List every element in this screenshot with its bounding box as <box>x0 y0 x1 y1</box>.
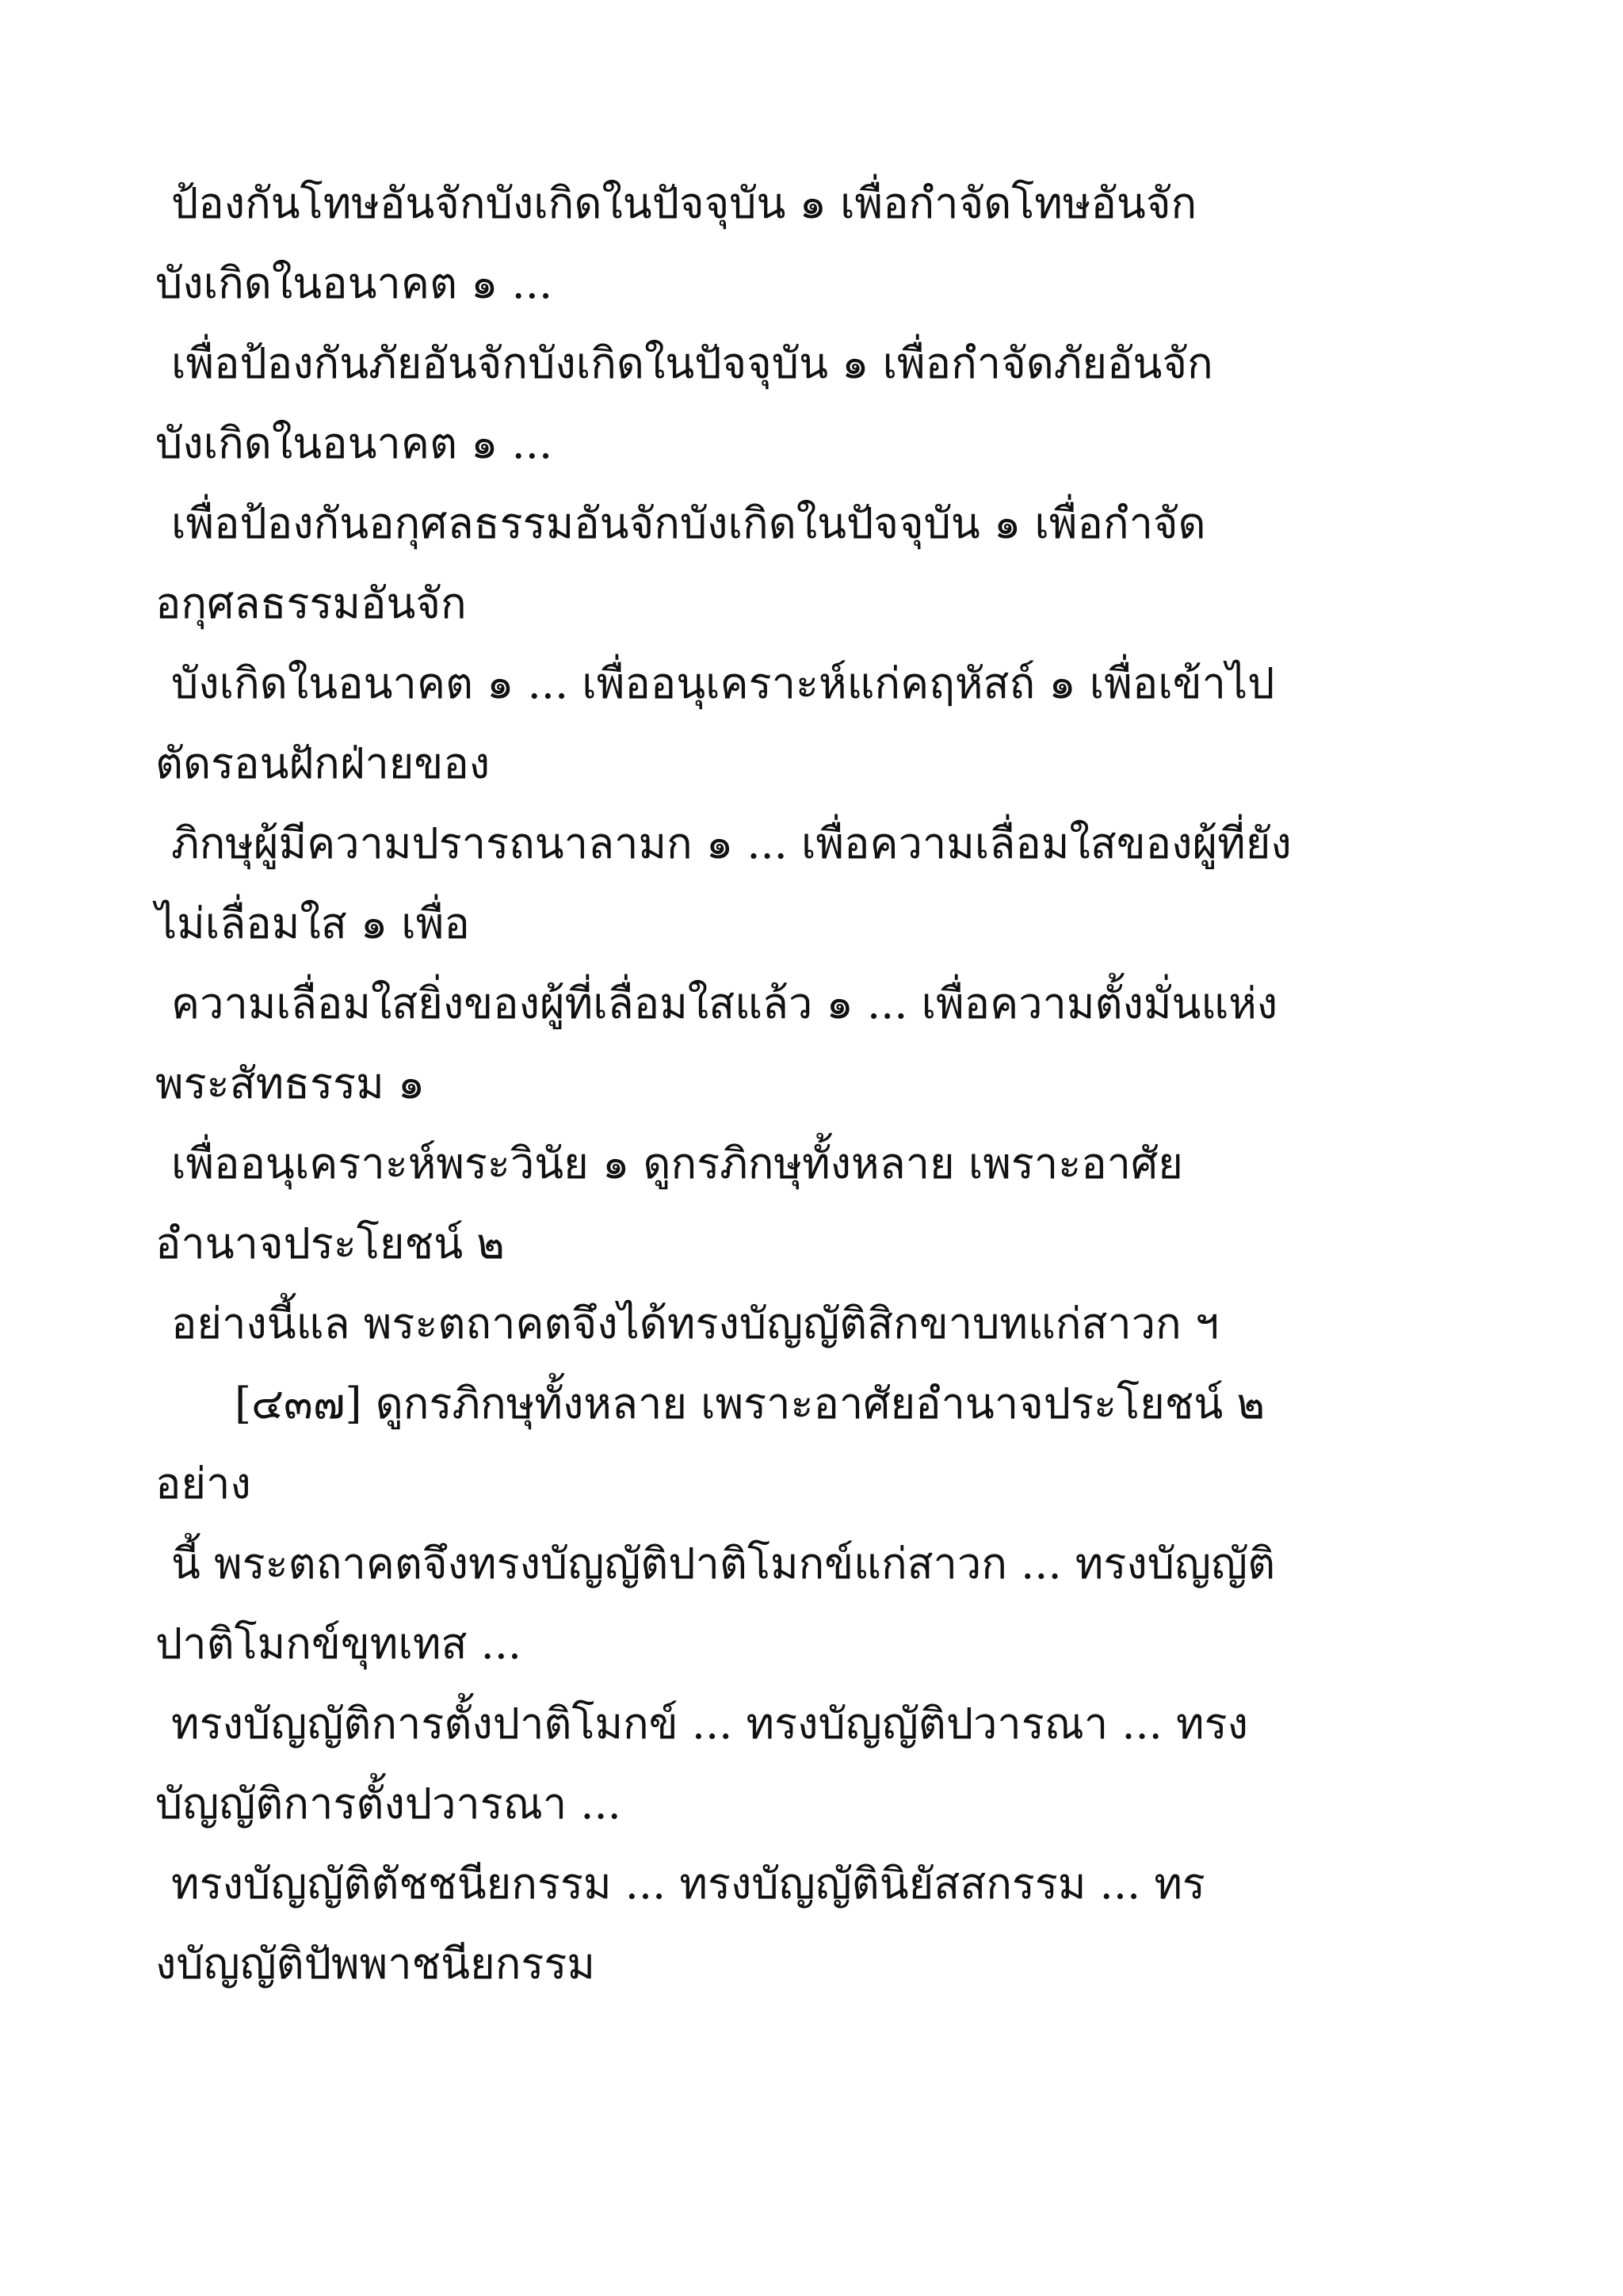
text-line: เพื่อป้องกันภัยอันจักบังเกิดในปัจจุบัน ๑ เพื่อกำจัดภัยอันจัก <box>171 338 1213 388</box>
text-line: ไม่เลื่อมใส ๑ เพื่อ <box>155 898 470 948</box>
text-line: นี้ พระตถาคตจึงทรงบัญญัติปาติโมกข์แก่สาวก ... ทรงบัญญัติ <box>171 1539 1276 1589</box>
text-line: ทรงบัญญัติการตั้งปาติโมกข์ ... ทรงบัญญัติปวารณา ... ทรง <box>171 1699 1248 1749</box>
text-line: ปาติโมกข์ขุทเทส ... <box>155 1619 522 1669</box>
body-text <box>155 163 1503 2004</box>
text-line: เพื่ออนุเคราะห์พระวินัย ๑ ดูกรภิกษุทั้งหลาย เพราะอาศัย <box>171 1138 1183 1188</box>
text-line: ป้องกันโทษอันจักบังเกิดในปัจจุบัน ๑ เพื่อกำจัดโทษอันจัก <box>171 178 1197 228</box>
text-line: ความเลื่อมใสยิ่งของผู้ที่เลื่อมใสแล้ว ๑ ... เพื่อความตั้งมั่นแห่ง <box>171 978 1278 1028</box>
section-heading-line: [๔๓๗] ดูกรภิกษุทั้งหลาย เพราะอาศัยอำนาจประโยชน์ ๒ <box>235 1379 1266 1428</box>
text-line: อำนาจประโยชน์ ๒ <box>155 1219 505 1268</box>
text-line: อย่างนี้แล พระตถาคตจึงได้ทรงบัญญัติสิกขาบทแก่สาวก ฯ <box>171 1299 1220 1348</box>
text-line: เพื่อป้องกันอกุศลธรรมอันจักบังเกิดในปัจจุบัน ๑ เพื่อกำจัด <box>171 498 1206 548</box>
text-line: บัญญัติการตั้งปวารณา ... <box>155 1779 621 1829</box>
text-line: ภิกษุผู้มีความปรารถนาลามก ๑ ... เพื่อความเลื่อมใสของผู้ที่ยัง <box>171 818 1292 868</box>
text-line: อย่าง <box>155 1459 251 1508</box>
text-line: บังเกิดในอนาคต ๑ ... เพื่ออนุเคราะห์แก่คฤหัสถ์ ๑ เพื่อเข้าไป <box>171 658 1275 708</box>
text-line: อกุศลธรรมอันจัก <box>155 578 467 628</box>
text-line: ตัดรอนฝักฝ่ายของ <box>155 738 491 788</box>
text-line: ทรงบัญญัติตัชชนียกรรม ... ทรงบัญญัตินิยัสสกรรม ... ทร <box>171 1859 1205 1909</box>
text-line: งบัญญัติปัพพาชนียกรรม <box>155 1939 596 1989</box>
text-line: พระสัทธรรม ๑ <box>155 1058 426 1108</box>
text-line: บังเกิดในอนาคต ๑ ... <box>155 258 553 308</box>
text-line: บังเกิดในอนาคต ๑ ... <box>155 418 553 468</box>
